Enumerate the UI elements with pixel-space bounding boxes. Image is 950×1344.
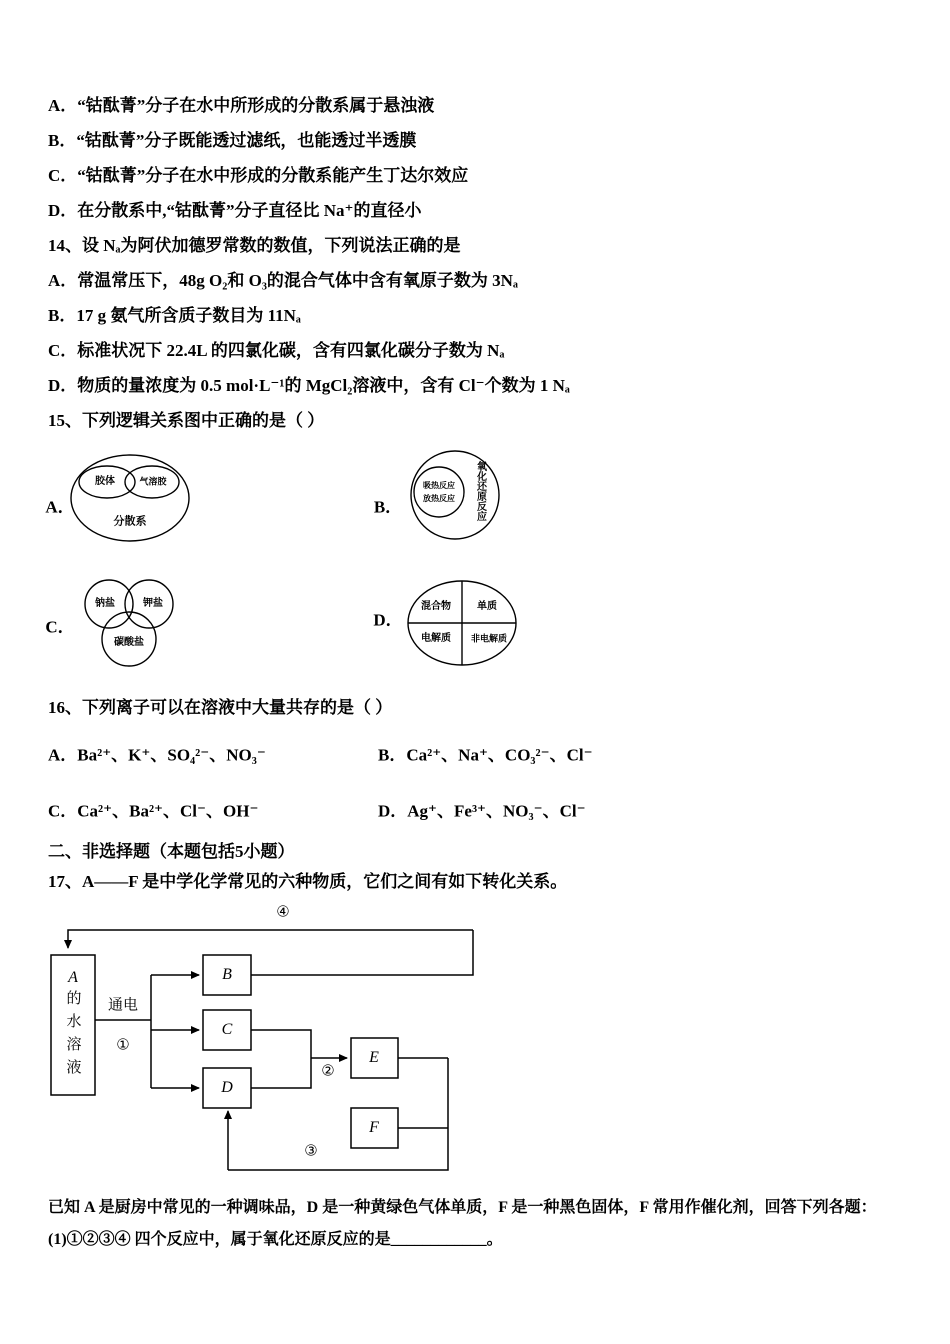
venn-diagram-dispersion bbox=[68, 452, 192, 544]
venn-b-redox-label: 氧化还原反应 bbox=[474, 461, 486, 521]
q14-option-a: A．常温常压下，48g O₂和 O₃的混合气体中含有氧原子数为 3Nₐ bbox=[48, 271, 518, 290]
q16-options-row2 bbox=[48, 781, 912, 837]
venn-c-potassium-salt-label: 钾盐 bbox=[143, 598, 163, 609]
venn-a-aerosol-label: 气溶胶 bbox=[139, 476, 167, 487]
q16-options-row1 bbox=[48, 725, 912, 781]
q14-option-d: D．物质的量浓度为 0.5 mol·L⁻¹的 MgCl₂溶液中，含有 Cl⁻个数为 1 Nₐ bbox=[48, 376, 570, 395]
venn-b-exothermic-label: 放热反应 bbox=[423, 494, 455, 503]
q15-diagram-grid bbox=[45, 438, 912, 690]
q17-note: 已知 A 是厨房中常见的一种调味品，D 是一种黄绿色气体单质，F 是一种黑色固体，F 常用作催化剂，回答下列各题： bbox=[48, 1199, 877, 1216]
q14-stem: 14、设 Nₐ为阿伏加德罗常数的数值，下列说法正确的是 bbox=[48, 236, 461, 255]
flowchart-step3-label: ③ bbox=[304, 1143, 318, 1160]
q16-option-d: D．Ag⁺、Fe³⁺、NO₃⁻、Cl⁻ bbox=[378, 801, 586, 821]
flowchart-box-c: C bbox=[221, 1021, 233, 1038]
q13-option-a: A．“钴酞菁”分子在水中所形成的分散系属于悬浊液 bbox=[48, 96, 435, 115]
q13-option-d: D．在分散系中,“钴酞菁”分子直径比 Na⁺的直径小 bbox=[48, 201, 422, 220]
q16-option-b: B．Ca²⁺、Na⁺、CO₃²⁻、Cl⁻ bbox=[378, 745, 593, 765]
box-a-caption: 的水溶液 bbox=[64, 989, 81, 1082]
venn-a-colloid-label: 胶体 bbox=[95, 476, 115, 487]
q17-part1: (1)①②③④ 四个反应中，属于氧化还原反应的是____________。 bbox=[48, 1231, 503, 1248]
flowchart-box-f: F bbox=[369, 1119, 379, 1136]
venn-d-shapes bbox=[405, 578, 520, 670]
venn-c-sodium-salt-label: 钠盐 bbox=[95, 598, 115, 609]
q16-option-c: C．Ca²⁺、Ba²⁺、Cl⁻、OH⁻ bbox=[48, 801, 259, 821]
section2-title: 二、非选择题（本题包括5小题） bbox=[48, 842, 295, 861]
flowchart-step4-label: ④ bbox=[276, 904, 290, 921]
flowchart-lines bbox=[48, 900, 488, 1192]
venn-diagram-reactions bbox=[408, 448, 503, 542]
q17-stem: 17、A——F 是中学化学常见的六种物质，它们之间有如下转化关系。 bbox=[48, 872, 568, 891]
q13-option-c: C．“钴酞菁”分子在水中形成的分散系能产生丁达尔效应 bbox=[48, 166, 469, 185]
flowchart-box-a bbox=[51, 955, 95, 1095]
flowchart-step2-label: ② bbox=[321, 1063, 335, 1080]
q16-option-a: A．Ba²⁺、K⁺、SO₄²⁻、NO₃⁻ bbox=[48, 745, 266, 765]
q14-option-b: B．17 g 氨气所含质子数目为 11Nₐ bbox=[48, 306, 301, 325]
venn-a-shapes bbox=[68, 452, 192, 544]
venn-b-endothermic-label: 吸热反应 bbox=[423, 481, 455, 490]
venn-a-dispersion-label: 分散系 bbox=[113, 515, 147, 528]
venn-d-mixture-label: 混合物 bbox=[421, 601, 451, 612]
venn-diagram-substances bbox=[405, 578, 520, 670]
q13-option-b: B．“钴酞菁”分子既能透过滤纸，也能透过半透膜 bbox=[48, 131, 417, 150]
q14-option-c: C．标准状况下 22.4L 的四氯化碳，含有四氯化碳分子数为 Nₐ bbox=[48, 341, 505, 360]
venn-d-nonelectrolyte-label: 非电解质 bbox=[470, 633, 508, 644]
venn-d-element-label: 单质 bbox=[477, 601, 497, 612]
q15-label-d: D． bbox=[373, 610, 403, 630]
flowchart-box-e: E bbox=[369, 1049, 379, 1066]
q15-label-b: B． bbox=[373, 497, 403, 517]
q15-label-a: A． bbox=[45, 497, 75, 517]
flowchart-box-b: B bbox=[222, 966, 232, 983]
flowchart-step1-label: ① bbox=[116, 1037, 130, 1054]
venn-c-shapes bbox=[75, 578, 187, 673]
q15-label-c: C． bbox=[45, 617, 75, 637]
q17-flowchart bbox=[48, 900, 912, 1192]
flowchart-electrolysis-label: 通电 bbox=[107, 997, 139, 1014]
box-a-letter: A bbox=[68, 968, 78, 986]
venn-d-electrolyte-label: 电解质 bbox=[421, 633, 451, 644]
q16-stem: 16、下列离子可以在溶液中大量共存的是（ ） bbox=[48, 698, 393, 717]
q15-stem: 15、下列逻辑关系图中正确的是（ ） bbox=[48, 411, 325, 430]
flowchart-box-d: D bbox=[221, 1079, 233, 1096]
venn-c-carbonate-label: 碳酸盐 bbox=[114, 637, 144, 648]
venn-diagram-salts bbox=[75, 578, 187, 673]
